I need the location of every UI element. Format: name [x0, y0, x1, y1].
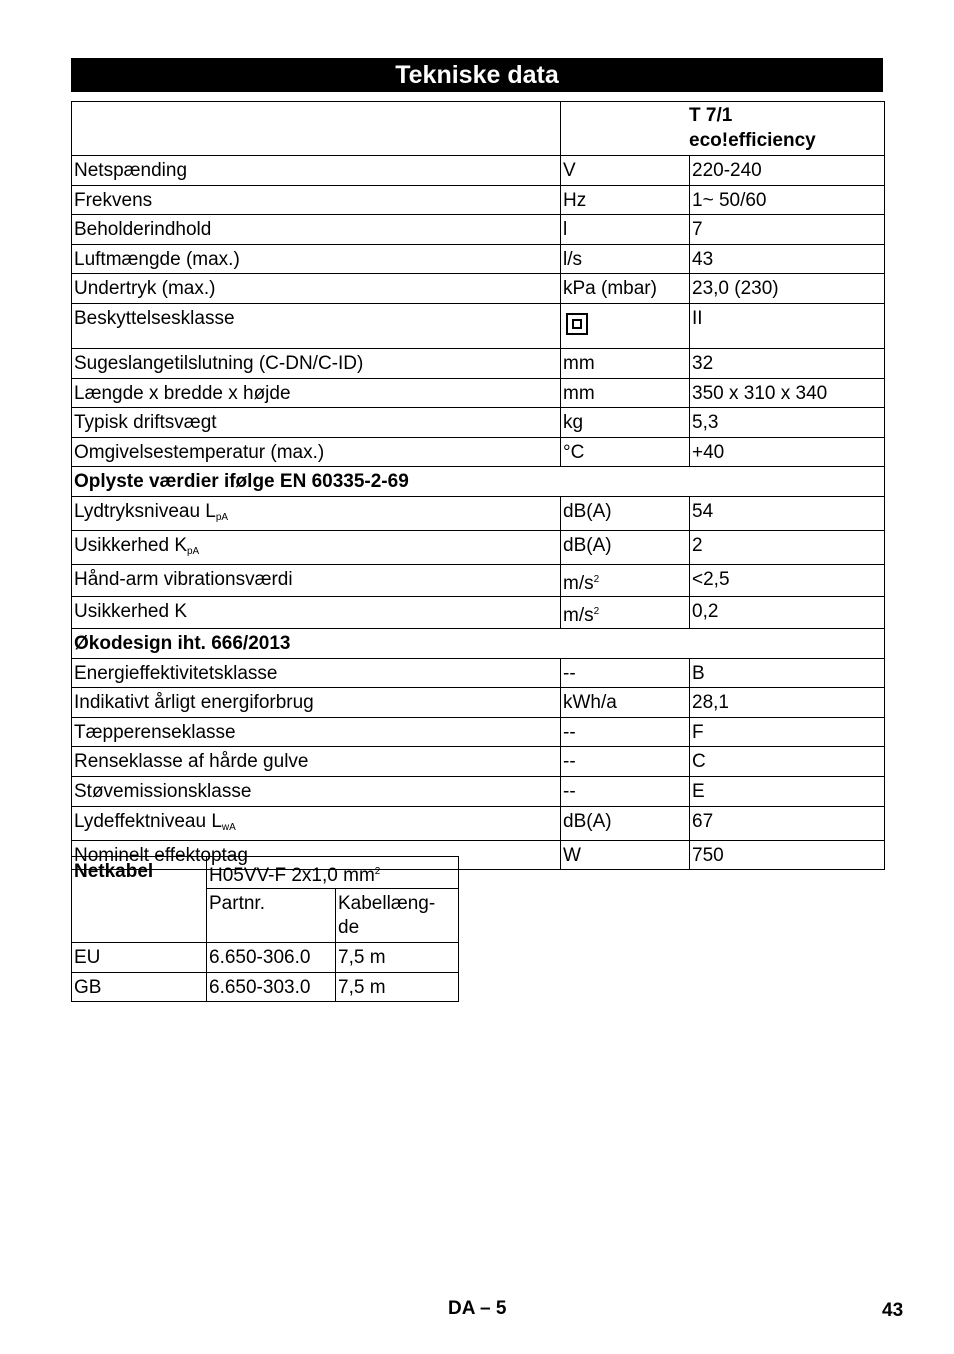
row-label: Sugeslangetilslutning (C-DN/C-ID)	[72, 348, 561, 378]
cable-region: EU	[72, 943, 207, 973]
table-row	[72, 717, 885, 747]
footer-section-label: DA – 5	[448, 1298, 507, 1319]
row-value: 2	[690, 530, 885, 564]
cable-type-superscript: 2	[374, 866, 381, 877]
page-title: Tekniske data	[71, 58, 883, 92]
row-unit: mm	[561, 348, 690, 378]
row-unit: kWh/a	[561, 688, 690, 718]
unit-text: m/s	[563, 604, 594, 626]
label-text: Lydeffektniveau L	[74, 810, 222, 832]
row-unit: dB(A)	[561, 806, 690, 840]
row-value: 220-240	[690, 156, 885, 186]
cable-part-number: 6.650-306.0	[207, 943, 336, 973]
table-row	[72, 348, 885, 378]
row-value: 750	[690, 840, 885, 870]
table-row	[72, 596, 885, 628]
row-label: Usikkerhed K	[72, 596, 561, 628]
table-row	[72, 215, 885, 245]
col-cable-length-line2: de	[338, 917, 360, 938]
table-row	[72, 564, 885, 596]
label-subscript: pA	[187, 545, 200, 557]
label-text: Lydtryksniveau L	[74, 500, 216, 522]
power-cable-table	[71, 856, 459, 1002]
table-row	[72, 437, 885, 467]
section-row	[72, 628, 885, 658]
unit-superscript: 2	[593, 573, 600, 585]
table-row	[72, 806, 885, 840]
row-value: 23,0 (230)	[690, 274, 885, 304]
row-unit	[561, 564, 690, 596]
row-label: Typisk driftsvægt	[72, 408, 561, 438]
table-row	[72, 658, 885, 688]
row-value: 28,1	[690, 688, 885, 718]
row-label	[72, 530, 561, 564]
unit-superscript: 2	[593, 605, 600, 617]
cable-type-row	[72, 857, 459, 889]
row-value: II	[690, 303, 885, 348]
row-unit	[561, 596, 690, 628]
row-label: Frekvens	[72, 185, 561, 215]
model-variant: eco!efficiency	[689, 130, 816, 151]
row-label: Indikativt årligt energiforbrug	[72, 688, 561, 718]
row-unit: --	[561, 747, 690, 777]
table-row	[72, 156, 885, 186]
row-value: +40	[690, 437, 885, 467]
row-label: Hånd-arm vibrationsværdi	[72, 564, 561, 596]
row-unit: l	[561, 215, 690, 245]
cable-length: 7,5 m	[336, 943, 459, 973]
row-value: 0,2	[690, 596, 885, 628]
row-value: <2,5	[690, 564, 885, 596]
row-unit: V	[561, 156, 690, 186]
row-unit: l/s	[561, 244, 690, 274]
row-value: F	[690, 717, 885, 747]
cable-type-text: H05VV-F 2x1,0 mm	[209, 865, 375, 886]
cable-part-number: 6.650-303.0	[207, 972, 336, 1002]
technical-data-table	[71, 101, 885, 870]
row-label: Energieffektivitetsklasse	[72, 658, 561, 688]
table-row	[72, 244, 885, 274]
cable-type	[207, 857, 459, 889]
row-unit: dB(A)	[561, 530, 690, 564]
row-label: Nominelt effektoptag	[72, 840, 561, 870]
label-text: Usikkerhed K	[74, 534, 187, 556]
row-label: Tæpperenseklasse	[72, 717, 561, 747]
row-label: Støvemissionsklasse	[72, 776, 561, 806]
row-label: Renseklasse af hårde gulve	[72, 747, 561, 777]
row-unit: W	[561, 840, 690, 870]
row-unit: --	[561, 658, 690, 688]
row-value: 43	[690, 244, 885, 274]
table-row	[72, 747, 885, 777]
page-number: 43	[882, 1300, 904, 1321]
row-unit: Hz	[561, 185, 690, 215]
row-label	[72, 496, 561, 530]
row-value: 1~ 50/60	[690, 185, 885, 215]
section-heading-ecodesign: Økodesign iht. 666/2013	[72, 628, 885, 658]
table-row	[72, 943, 459, 973]
row-unit: kPa (mbar)	[561, 274, 690, 304]
col-cable-length-line1: Kabellæng-	[338, 893, 436, 914]
row-value: 7	[690, 215, 885, 245]
row-value: B	[690, 658, 885, 688]
row-label: Netspænding	[72, 156, 561, 186]
row-unit: kg	[561, 408, 690, 438]
row-unit: °C	[561, 437, 690, 467]
table-row	[72, 688, 885, 718]
table-row	[72, 408, 885, 438]
section-heading-noise: Oplyste værdier ifølge EN 60335-2-69	[72, 467, 885, 497]
model-name: T 7/1	[689, 105, 733, 126]
table-row	[72, 496, 885, 530]
table-row	[72, 378, 885, 408]
table-row	[72, 185, 885, 215]
row-value: 67	[690, 806, 885, 840]
col-part-number: Partnr.	[207, 889, 336, 943]
section-row	[72, 467, 885, 497]
row-label	[72, 806, 561, 840]
row-value: 5,3	[690, 408, 885, 438]
row-label: Omgivelsestemperatur (max.)	[72, 437, 561, 467]
row-label: Beholderindhold	[72, 215, 561, 245]
table-header-row	[72, 102, 885, 156]
row-label: Luftmængde (max.)	[72, 244, 561, 274]
row-value: 32	[690, 348, 885, 378]
row-label: Undertryk (max.)	[72, 274, 561, 304]
table-row	[72, 972, 459, 1002]
row-value: 350 x 310 x 340	[690, 378, 885, 408]
row-unit: mm	[561, 378, 690, 408]
cable-region: GB	[72, 972, 207, 1002]
row-value: 54	[690, 496, 885, 530]
label-subscript: pA	[215, 511, 229, 523]
row-unit: --	[561, 717, 690, 747]
cable-length: 7,5 m	[336, 972, 459, 1002]
label-subscript: wA	[221, 821, 236, 833]
row-label: Længde x bredde x højde	[72, 378, 561, 408]
col-cable-length	[336, 889, 459, 943]
table-row	[72, 530, 885, 564]
row-value: C	[690, 747, 885, 777]
row-unit: --	[561, 776, 690, 806]
unit-text: m/s	[563, 572, 594, 594]
row-unit	[561, 303, 690, 348]
row-unit: dB(A)	[561, 496, 690, 530]
table-row	[72, 776, 885, 806]
row-label: Beskyttelsesklasse	[72, 303, 561, 348]
row-value: E	[690, 776, 885, 806]
cable-label: Netkabel	[72, 857, 207, 943]
table-row	[72, 303, 885, 348]
model-header	[561, 102, 885, 156]
protection-class-2-icon	[566, 313, 588, 335]
table-row	[72, 274, 885, 304]
